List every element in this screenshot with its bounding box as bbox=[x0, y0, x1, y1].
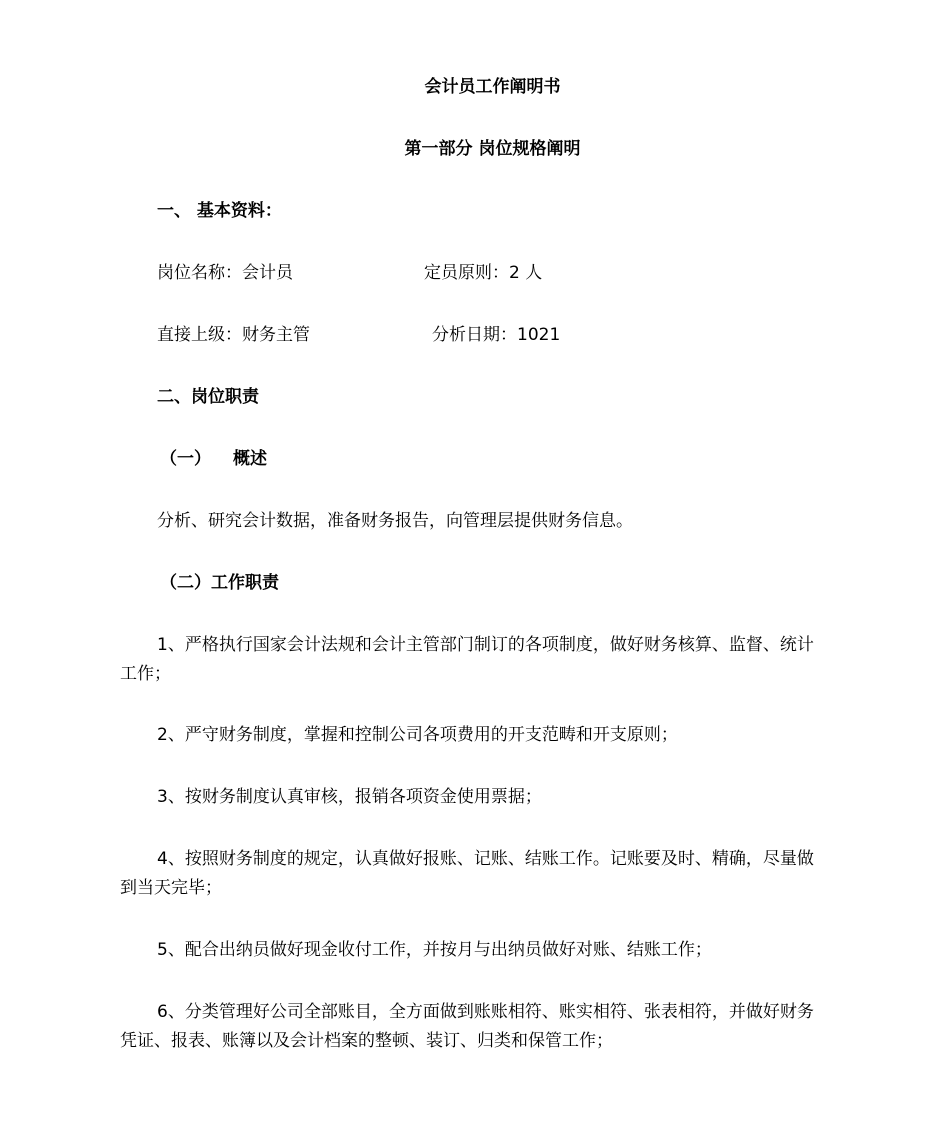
overview-number: （一） bbox=[160, 449, 211, 469]
duty-item: 5、配合出纳员做好现金收付工作，并按月与出纳员做好对账、结账工作； bbox=[157, 940, 712, 960]
quota: 定员原则：2 人 bbox=[424, 263, 543, 283]
duty-item: 2、严守财务制度，掌握和控制公司各项费用的开支范畴和开支原则； bbox=[157, 725, 678, 745]
duty-item: 4、按照财务制度的规定，认真做好报账、记账、结账工作。记账要及时、精确，尽量做到当天完毕； bbox=[120, 849, 814, 898]
duty-item: 1、严格执行国家会计法规和会计主管部门制订的各项制度，做好财务核算、监督、统计工作； bbox=[120, 635, 814, 684]
duty-item: 3、按财务制度认真审核，报销各项资金使用票据； bbox=[157, 787, 542, 807]
post-name: 岗位名称：会计员 bbox=[157, 263, 293, 283]
part-title: 第一部分 岗位规格阐明 bbox=[404, 139, 581, 159]
overview-text: 分析、研究会计数据，准备财务报告，向管理层提供财务信息。 bbox=[157, 511, 633, 531]
section1-heading: 一、 基本资料： bbox=[157, 201, 282, 221]
analysis-date: 分析日期：1021 bbox=[432, 325, 561, 345]
duty-item: 6、分类管理好公司全部账目，全方面做到账账相符、账实相符、张表相符，并做好财务凭证、报表、账簿以及会计档案的整顿、装订、归类和保管工作； bbox=[120, 1002, 814, 1051]
document-title: 会计员工作阐明书 bbox=[424, 77, 561, 97]
section2-heading: 二、岗位职责 bbox=[157, 387, 259, 407]
duties-heading: （二）工作职责 bbox=[160, 573, 279, 593]
overview-heading: 概述 bbox=[233, 449, 267, 469]
supervisor: 直接上级：财务主管 bbox=[157, 325, 310, 345]
